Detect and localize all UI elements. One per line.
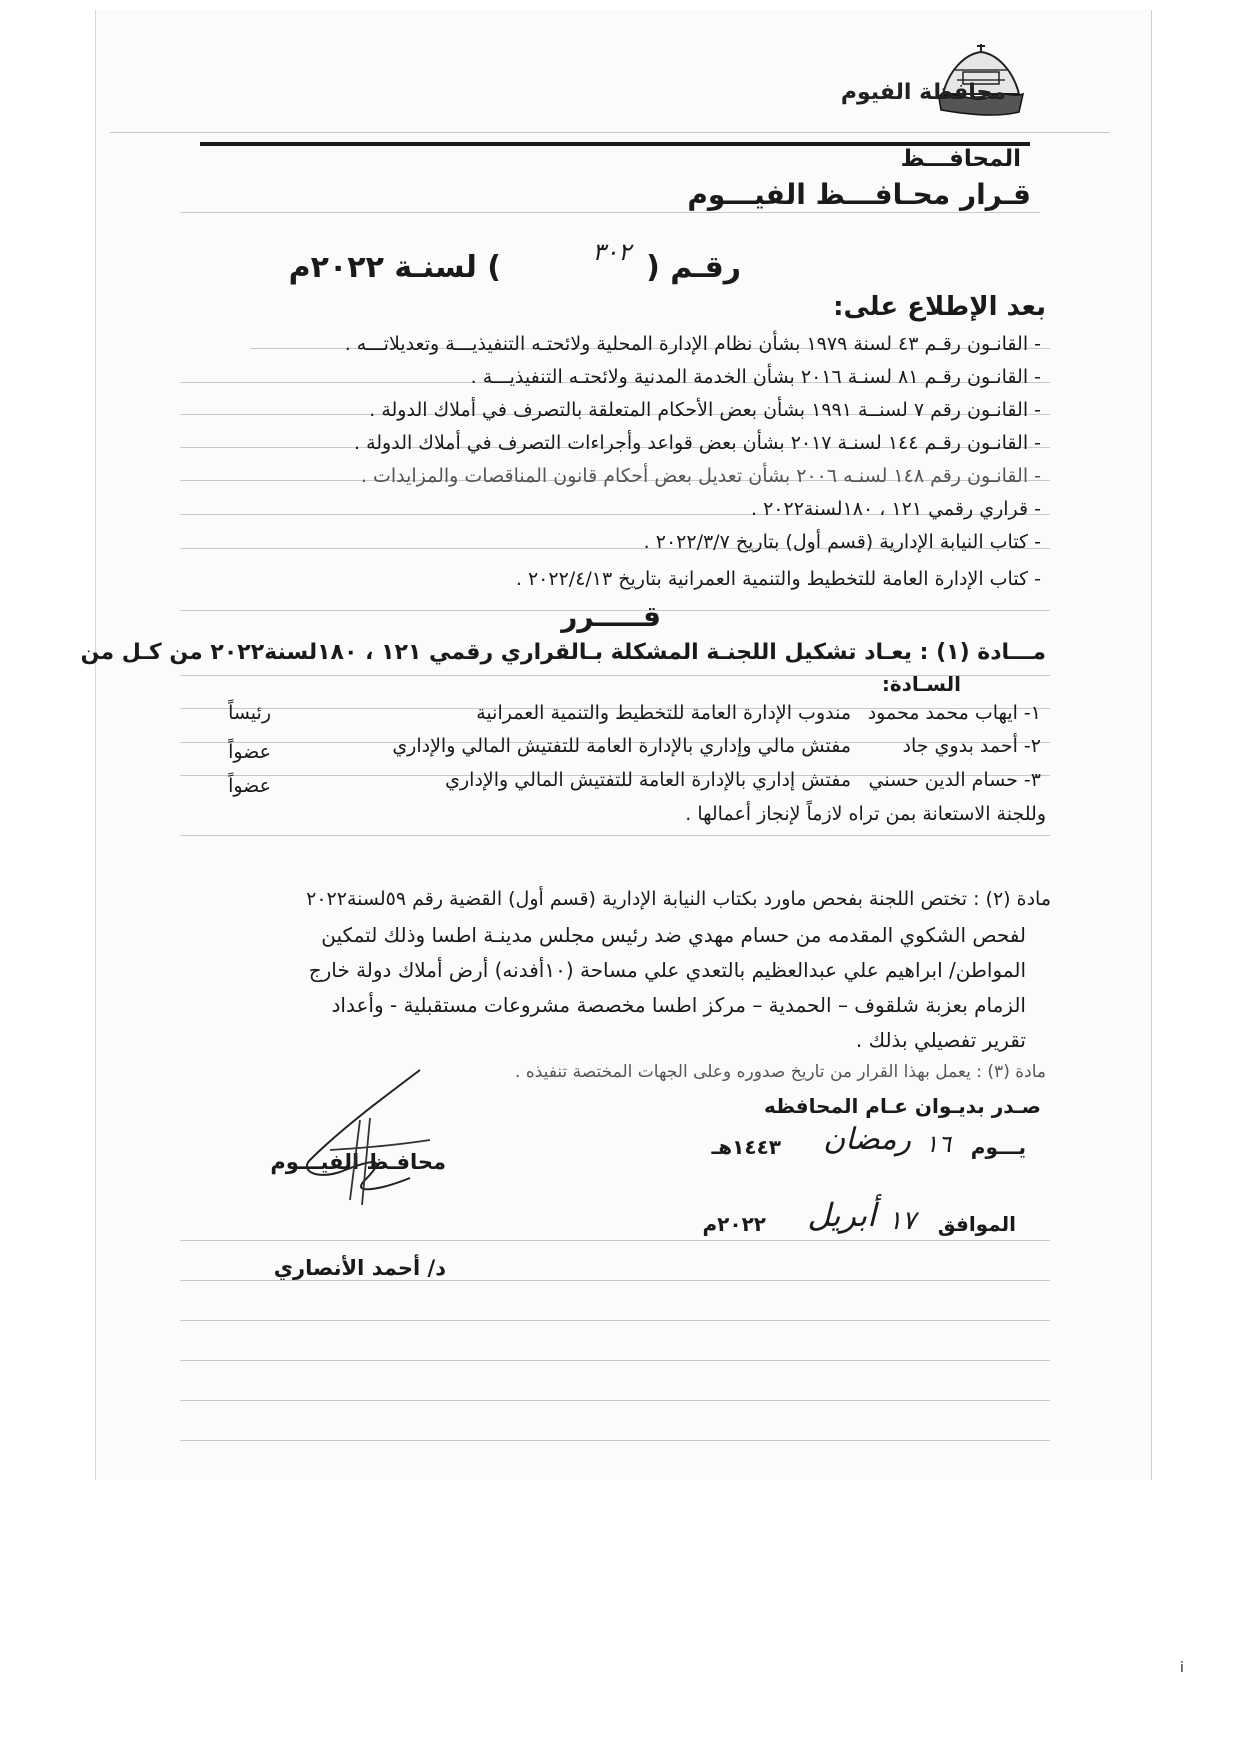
footer-mark: i (1180, 1660, 1184, 1676)
rule-line (180, 1440, 1050, 1441)
article1-closing: وللجنة الاستعانة بمن تراه لازماً لإنجاز أعمالها . (685, 803, 1046, 825)
hijri-year: ١٤٤٣هـ (711, 1135, 781, 1159)
signature-title: محافـظ الفيـــوم (270, 1150, 446, 1174)
article1-line2: السـادة: (881, 672, 961, 696)
member-position: مفتش إداري بالإدارة العامة للتفتيش المالي والإداري (445, 769, 851, 791)
greg-day: ١٧ (888, 1206, 916, 1236)
preamble-item: - كتاب النيابة الإدارية (قسم أول) بتاريخ ٢٠٢٢/٣/٧ . (643, 531, 1041, 553)
preamble-heading: بعد الإطلاع على: (833, 292, 1046, 322)
signer-name: د/ أحمد الأنصاري (273, 1256, 446, 1280)
rule-line (180, 1320, 1050, 1321)
rule-line (180, 835, 1050, 836)
member-position: مندوب الإدارة العامة للتخطيط والتنمية العمرانية (476, 702, 851, 724)
decision-number-handwritten: ٣٠٢ (592, 238, 631, 266)
article2-line: مادة (٢) : تختص اللجنة بفحص ماورد بكتاب النيابة الإدارية (قسم أول) القضية رقم ٥٩لسنة٢٠٢٢ (306, 888, 1051, 910)
article2-line: الزمام بعزبة شلقوف – الحمدية – مركز اطسا مخصصة مشروعات مستقبلية - وأعداد (331, 993, 1026, 1017)
preamble-item: - القانـون رقم ١٤٨ لسنـه ٢٠٠٦ بشأن تعديل بعض أحكام قانون المناقصات والمزايدات . (360, 465, 1041, 487)
rule-line (180, 212, 1040, 213)
governorate-name: محافظة الفيوم (840, 80, 1006, 105)
issued-day-label: يـــوم (970, 1135, 1026, 1159)
article3-line: مادة (٣) : يعمل بهذا القرار من تاريخ صدوره وعلى الجهات المختصة تنفيذه . (515, 1062, 1046, 1082)
office-title: المحافـــظ (900, 146, 1021, 172)
issued-place: صـدر بديـوان عـام المحافظه (763, 1094, 1041, 1118)
member-role: رئيساً (228, 702, 271, 724)
decides-heading: قـــــرر (561, 600, 661, 633)
hijri-day: ١٦ (925, 1130, 951, 1158)
member-position: مفتش مالي وإداري بالإدارة العامة للتفتيش المالي والإداري (392, 735, 851, 757)
preamble-item: - كتاب الإدارة العامة للتخطيط والتنمية العمرانية بتاريخ ٢٠٢٢/٤/١٣ . (515, 568, 1041, 590)
rule-line (180, 1360, 1050, 1361)
member-name: ١- ايهاب محمد محمود (867, 702, 1041, 724)
decision-number-suffix: ) لسنـة ٢٠٢٢م (288, 250, 501, 285)
rule-line (180, 1280, 1050, 1281)
decision-title: قـرار محـافـــظ الفيـــوم (687, 178, 1031, 211)
greg-year: ٢٠٢٢م (702, 1212, 766, 1236)
decision-number-prefix: رقـم ( (646, 250, 741, 285)
governorate-seal-icon (935, 40, 1027, 118)
article2-line: تقرير تفصيلي بذلك . (855, 1028, 1026, 1052)
preamble-item: - القانـون رقـم ١٤٤ لسنـة ٢٠١٧ بشأن بعض قواعد وأجراءات التصرف في أملاك الدولة . (354, 432, 1041, 454)
preamble-item: - قراري رقمي ١٢١ ، ١٨٠لسنة٢٠٢٢ . (750, 498, 1041, 520)
rule-line (180, 1400, 1050, 1401)
member-role: عضواً (228, 775, 271, 797)
preamble-item: - القانـون رقـم ٨١ لسنـة ٢٠١٦ بشأن الخدمة المدنية ولائحتـه التنفيذيـــة . (470, 366, 1041, 388)
member-name: ٣- حسام الدين حسني (868, 769, 1041, 791)
rule-line (180, 1240, 1050, 1241)
preamble-item: - القانـون رقم ٧ لسنــة ١٩٩١ بشأن بعض الأحكام المتعلقة بالتصرف في أملاك الدولة . (369, 399, 1041, 421)
member-role: عضواً (228, 741, 271, 763)
greg-label: الموافق (937, 1212, 1016, 1236)
rule-line (110, 132, 1110, 133)
hijri-month: رمضان (823, 1122, 911, 1157)
greg-month: أبريل (807, 1196, 876, 1234)
member-name: ٢- أحمد بدوي جاد (902, 735, 1041, 757)
article2-line: المواطن/ ابراهيم علي عبدالعظيم بالتعدي علي مساحة (١٠أفدنه) أرض أملاك دولة خارج (308, 958, 1026, 982)
handwritten-signature-icon (270, 1060, 470, 1210)
preamble-item: - القانـون رقـم ٤٣ لسنة ١٩٧٩ بشأن نظام الإدارة المحلية ولائحتـه التنفيذيـــة وتعديلاتـــه . (344, 333, 1041, 355)
article1-line1: مـــادة (١) : يعـاد تشكيل اللجنـة المشكلة بـالقراري رقمي ١٢١ ، ١٨٠لسنة٢٠٢٢ من كـل من (80, 640, 1046, 665)
article2-line: لفحص الشكوي المقدمه من حسام مهدي ضد رئيس مجلس مدينـة اطسا وذلك لتمكين (321, 923, 1026, 947)
